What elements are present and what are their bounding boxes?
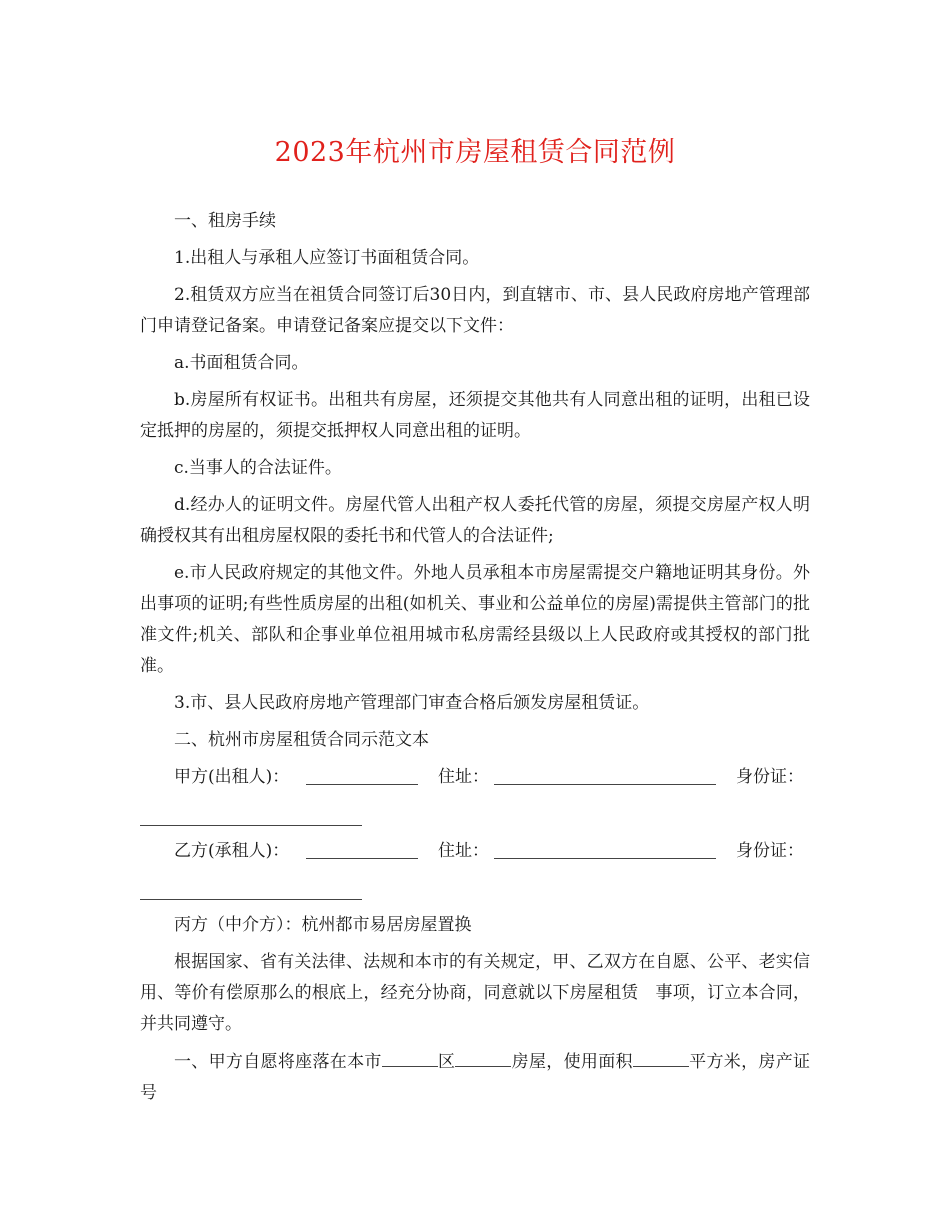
party-b-address-label: 住址： — [438, 841, 489, 861]
clause-one — [140, 1046, 810, 1109]
paragraph: e.市人民政府规定的其他文件。外地人员承租本市房屋需提交户籍地证明其身份。外出事项的证明;有些性质房屋的出租(如机关、事业和公益单位的房屋)需提供主管部门的批准文件;机关、部队和企事业单位祖用城市私房需经县级以上人民政府或其授权的部门批准。 — [140, 563, 810, 676]
party-a-address-label: 住址： — [438, 767, 489, 787]
paragraph: 1.出租人与承租人应签订书面租赁合同。 — [174, 248, 480, 268]
clause-one-text-1: 一、甲方自愿将座落在本市 — [174, 1052, 382, 1072]
section-heading: 一、租房手续 — [174, 211, 276, 231]
paragraph: c.当事人的合法证件。 — [174, 458, 342, 478]
area-blank[interactable] — [633, 1046, 689, 1067]
preamble-paragraph: 根据国家、省有关法律、法规和本市的有关规定，甲、乙双方在自愿、公平、老实信用、等价有偿原那么的根底上，经充分协商，同意就以下房屋租赁 事项，订立本合同，并共同遵守。 — [140, 952, 810, 1034]
party-b-id-label: 身份证： — [736, 841, 804, 861]
party-b-id-row — [140, 873, 810, 902]
party-b-name-blank[interactable] — [306, 836, 418, 859]
paragraph: b.房屋所有权证书。出租共有房屋，还须提交其他共有人同意出租的证明，出租已设定抵押的房屋的，须提交抵押权人同意出租的证明。 — [140, 390, 810, 441]
party-a-label: 甲方(出租人)： — [174, 767, 290, 787]
paragraph: 3.市、县人民政府房地产管理部门审查合格后颁发房屋租赁证。 — [174, 693, 650, 713]
section-heading: 二、杭州市房屋租赁合同示范文本 — [174, 730, 429, 750]
party-b-address-blank[interactable] — [494, 836, 716, 859]
document-title: 2023年杭州市房屋租赁合同范例 — [274, 137, 676, 168]
paragraph: a.书面租赁合同。 — [174, 353, 309, 373]
district-blank[interactable] — [382, 1046, 438, 1067]
document-body — [140, 206, 810, 1115]
paragraph: d.经办人的证明文件。房屋代管人出租产权人委托代管的房屋，须提交房屋产权人明确授权其有出租房屋权限的委托书和代管人的合法证件; — [140, 495, 810, 546]
party-a-id-row — [140, 799, 810, 828]
clause-one-text-2: 区 — [437, 1052, 456, 1072]
party-a-id-blank[interactable] — [140, 803, 362, 826]
party-a-address-blank[interactable] — [494, 762, 716, 785]
party-b-label: 乙方(承租人)： — [174, 841, 290, 861]
party-b-row — [140, 836, 810, 867]
paragraph: 2.租赁双方应当在祖赁合同签订后30日内，到直辖市、市、县人民政府房地产管理部门申请登记备案。申请登记备案应提交以下文件： — [140, 285, 810, 336]
party-a-name-blank[interactable] — [306, 762, 418, 785]
clause-one-text-4: 平方米，房产证号 — [140, 1052, 811, 1103]
house-blank[interactable] — [455, 1046, 511, 1067]
clause-one-text-3: 房屋，使用面积 — [511, 1052, 633, 1072]
party-a-row — [140, 762, 810, 793]
party-b-id-blank[interactable] — [140, 877, 362, 900]
party-a-id-label: 身份证： — [736, 767, 804, 787]
party-c-line: 丙方（中介方）：杭州都市易居房屋置换 — [174, 915, 472, 935]
